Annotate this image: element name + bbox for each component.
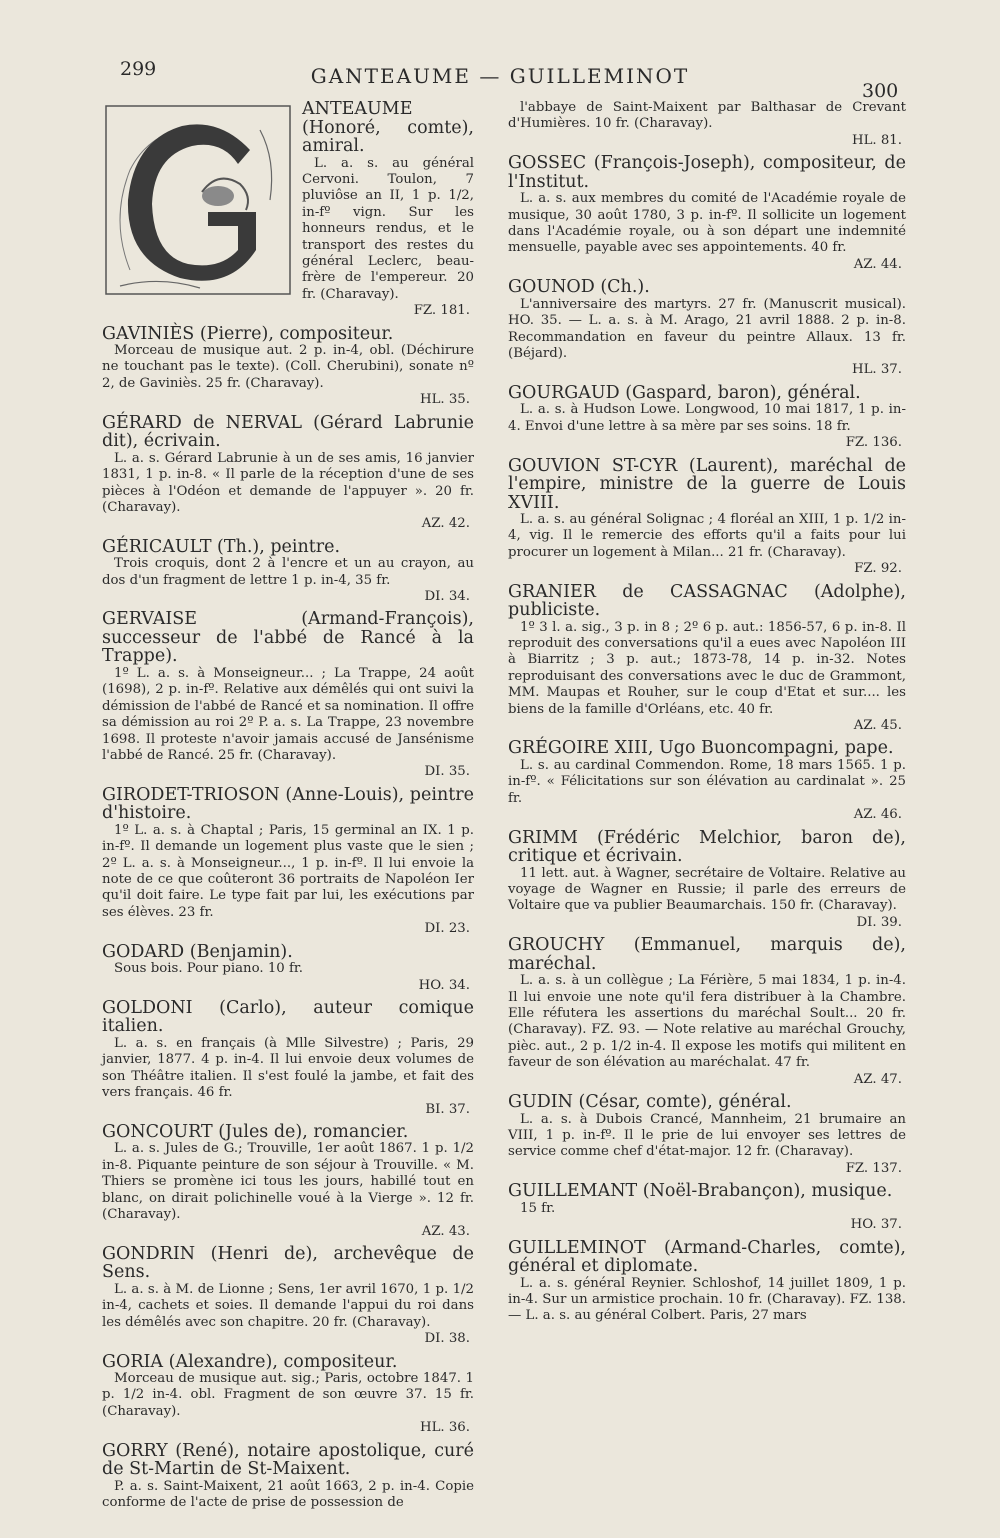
catalog-entry bbox=[508, 829, 906, 932]
entry-heading: GÉRARD de NERVAL (Gérard Labrunie dit), écrivain. bbox=[102, 412, 474, 452]
entry-heading: GOUNOD (Ch.). bbox=[508, 277, 650, 298]
entry-heading: GAVINIÈS (Pierre), compositeur. bbox=[102, 323, 394, 344]
entry-body: L. a. s. général Reynier. Schloshof, 14 juillet 1809, 1 p. in-4. Sur un armistice prochain. 10 fr. (Charavay). FZ. 138. — L. a. s. au général Colbert. Paris, 27 mars bbox=[508, 1275, 906, 1324]
entry-body: 11 lett. aut. à Wagner, secrétaire de Voltaire. Relative au voyage de Wagner en Russie; il parle des erreurs de Voltaire que va publier Beaumarchais. 150 fr. (Charavay). bbox=[508, 865, 906, 914]
entry-reference: HO. 37. bbox=[850, 1217, 902, 1233]
entry-body: L. a. s. à Hudson Lowe. Longwood, 10 mai 1817, 1 p. in-4. Envoi d'une lettre à sa mère par ses soins. 18 fr. bbox=[508, 402, 906, 434]
entry-body: L. a. s. à un collègue ; La Férière, 5 mai 1834, 1 p. in-4. Il lui envoie une note qu'il fera distribuer à la Chambre. Elle réfutera les assertions du maréchal Soult... 20 fr. (Charavay). FZ. 93. — Note relative au maréchal Grouchy, pièc. aut., 2 p. 1/2 in-4. Il expose les motifs qui militent en faveur de son élévation au maréchalat. 47 fr. bbox=[508, 973, 906, 1071]
entry-reference: HL. 36. bbox=[419, 1420, 470, 1436]
running-title: GANTEAUME — GUILLEMINOT bbox=[310, 64, 690, 88]
entry-heading: GRANIER de CASSAGNAC (Adolphe), publiciste. bbox=[508, 581, 906, 621]
catalog-entry bbox=[508, 100, 906, 149]
catalog-entry bbox=[508, 1239, 906, 1325]
entry-reference: DI. 39. bbox=[856, 914, 902, 930]
entry-body: L. a. s. à M. de Lionne ; Sens, 1er avril 1670, 1 p. 1/2 in-4, cachets et soies. Il demande l'appui du roi dans les démêlés avec son chapitre. 20 fr. (Charavay). bbox=[102, 1281, 474, 1330]
entry-reference: AZ. 45. bbox=[853, 718, 902, 734]
page-header bbox=[0, 58, 1000, 102]
entry-heading: GOLDONI (Carlo), auteur comique italien. bbox=[102, 997, 474, 1037]
catalog-entry bbox=[102, 1123, 474, 1240]
entry-heading: GONDRIN (Henri de), archevêque de Sens. bbox=[102, 1243, 474, 1283]
catalog-entry bbox=[102, 999, 474, 1118]
entry-heading: GORRY (René), notaire apostolique, curé de St-Martin de St-Maixent. bbox=[102, 1440, 474, 1480]
entry-reference: DI. 23. bbox=[424, 921, 470, 937]
catalog-entry bbox=[102, 610, 474, 780]
catalog-entry bbox=[508, 739, 906, 823]
entry-reference: AZ. 42. bbox=[421, 516, 470, 532]
entry-heading: GODARD (Benjamin). bbox=[102, 941, 293, 962]
entry-heading: GIRODET-TRIOSON (Anne-Louis), peintre d'histoire. bbox=[102, 784, 474, 824]
entry-body: 1º L. a. s. à Chaptal ; Paris, 15 germinal an IX. 1 p. in-fº. Il demande un logement plus vaste que le sien ; 2º L. a. s. à Monseigneur..., 1 p. in-fº. Il lui envoie la note de ce que coûteront 36 portraits de Napoléon Ier qu'il doit faire. Le type fait par lui, les exécutions par ses élèves. 23 fr. bbox=[102, 822, 474, 920]
entry-heading: GOUVION ST-CYR (Laurent), maréchal de l'empire, ministre de la guerre de Louis XVIII. bbox=[508, 455, 906, 513]
entry-body: L'anniversaire des martyrs. 27 fr. (Manuscrit musical). HO. 35. — L. a. s. à M. Arago, 21 avril 1888. 2 p. in-8. Recommandation en faveur du peintre Allaux. 13 fr. (Béjard). bbox=[508, 296, 906, 361]
ornamental-initial-g-icon bbox=[102, 100, 296, 300]
entry-reference: FZ. 137. bbox=[845, 1160, 902, 1176]
entry-reference: HL. 37. bbox=[851, 362, 902, 378]
entry-body: l'abbaye de Saint-Maixent par Balthasar de Crevant d'Humières. 10 fr. (Charavay). bbox=[508, 100, 906, 132]
entry-heading: ANTEAUME (Honoré, comte), amiral. bbox=[302, 100, 474, 156]
entry-reference: AZ. 44. bbox=[853, 256, 902, 272]
entry-body: Morceau de musique aut. sig.; Paris, octobre 1847. 1 p. 1/2 in-4. obl. Fragment de son œuvre 37. 15 fr. (Charavay). bbox=[102, 1371, 474, 1419]
entry-body: Sous bois. Pour piano. 10 fr. bbox=[114, 961, 304, 977]
entry-heading: GRIMM (Frédéric Melchior, baron de), critique et écrivain. bbox=[508, 827, 906, 867]
catalog-entry bbox=[508, 1093, 906, 1177]
entry-body: L. a. s. Gérard Labrunie à un de ses amis, 16 janvier 1831, 1 p. in-8. « Il parle de la réception d'une de ses pièces à l'Odéon et demande de l'appuyer ». 20 fr. (Charavay). bbox=[102, 450, 474, 515]
entry-body: Trois croquis, dont 2 à l'encre et un au crayon, au dos d'un fragment de lettre 1 p. in-4, 35 fr. bbox=[102, 556, 474, 588]
catalog-entry bbox=[102, 100, 474, 320]
entry-reference: HO. 34. bbox=[418, 977, 470, 993]
catalog-entry bbox=[508, 1182, 906, 1233]
entry-body: L. a. s. en français (à Mlle Silvestre) ; Paris, 29 janvier, 1877. 4 p. in-4. Il lui envoie deux volumes de son Théâtre italien. Il s'est foulé la jambe, et fait des vers français. 46 fr. bbox=[102, 1035, 474, 1101]
catalog-entry bbox=[102, 414, 474, 533]
catalog-entry bbox=[508, 154, 906, 273]
catalog-entry bbox=[102, 943, 474, 994]
entry-reference: FZ. 136. bbox=[845, 435, 902, 451]
entry-reference: DI. 38. bbox=[424, 1331, 470, 1347]
entry-heading: GOURGAUD (Gaspard, baron), général. bbox=[508, 382, 861, 403]
entry-reference: HL. 81. bbox=[851, 132, 902, 148]
right-page-number: 300 bbox=[862, 80, 899, 102]
entry-body: 1º 3 l. a. sig., 3 p. in 8 ; 2º 6 p. aut.: 1856-57, 6 p. in-8. Il reproduit des conversations qu'il a eues avec Napoléon III à Biarritz ; 3 p. aut.; 1873-78, 14 p. in-32. Notes reproduisant des conversations avec le duc de Grammont, MM. Maupas et Rouher, sur le coup d'Etat et sur.... les biens de la famille d'Orléans, etc. 40 fr. bbox=[508, 619, 906, 717]
catalog-entry bbox=[508, 457, 906, 578]
catalog-entry bbox=[508, 583, 906, 735]
catalog-entry bbox=[102, 1353, 474, 1437]
entry-reference: AZ. 47. bbox=[853, 1071, 902, 1087]
entry-heading: GROUCHY (Emmanuel, marquis de), maréchal. bbox=[508, 935, 906, 974]
entry-reference: DI. 34. bbox=[424, 589, 470, 605]
entry-reference: FZ. 181. bbox=[413, 303, 470, 319]
entry-reference: FZ. 92. bbox=[854, 561, 902, 577]
entry-heading: GÉRICAULT (Th.), peintre. bbox=[102, 536, 341, 557]
entry-reference: DI. 35. bbox=[424, 764, 470, 780]
entry-heading: GUDIN (César, comte), général. bbox=[508, 1092, 792, 1113]
entry-heading: GUILLEMINOT (Armand-Charles, comte), général et diplomate. bbox=[508, 1237, 906, 1276]
catalog-entry bbox=[102, 325, 474, 409]
catalog-entry bbox=[102, 1245, 474, 1348]
catalog-entry bbox=[102, 1442, 474, 1512]
entry-heading: GRÉGOIRE XIII, Ugo Buoncompagni, pape. bbox=[508, 738, 894, 759]
entry-heading: GUILLEMANT (Noël-Brabançon), musique. bbox=[508, 1181, 893, 1202]
entry-reference: BI. 37. bbox=[425, 1101, 470, 1117]
entry-body: Morceau de musique aut. 2 p. in-4, obl. (Déchirure ne touchant pas le texte). (Coll. Cherubini), sonate nº 2, de Gaviniès. 25 fr. (Charavay). bbox=[102, 343, 474, 391]
entry-body: L. a. s. au général Solignac ; 4 floréal an XIII, 1 p. 1/2 in-4, vig. Il le remercie des efforts qu'il a faits pour lui procurer un logement à Milan... 21 fr. (Charavay). bbox=[508, 512, 906, 560]
entry-body: L. a. s. Jules de G.; Trouville, 1er août 1867. 1 p. 1/2 in-8. Piquante peinture de son séjour à Trouville. « M. Thiers se promène ici tous les jours, habillé tout en blanc, on dirait polichinelle voué à la Vierge ». 12 fr. (Charavay). bbox=[102, 1141, 474, 1223]
entry-body: L. s. au cardinal Commendon. Rome, 18 mars 1565. 1 p. in-fº. « Félicitations sur son élévation au cardinalat ». 25 fr. bbox=[508, 757, 906, 806]
left-page-number: 299 bbox=[120, 58, 157, 80]
entry-body: L. a. s. aux membres du comité de l'Académie royale de musique, 30 août 1780, 3 p. in-fº. Il sollicite un logement dans l'Académie royale, ou à son départ une indemnité mensuelle, payable avec ses appointements. 40 fr. bbox=[508, 191, 906, 256]
catalog-entry bbox=[102, 786, 474, 938]
entry-heading: GOSSEC (François-Joseph), compositeur, de l'Institut. bbox=[508, 153, 906, 192]
entry-body: P. a. s. Saint-Maixent, 21 août 1663, 2 p. in-4. Copie conforme de l'acte de prise de possession de bbox=[102, 1478, 474, 1511]
entry-reference: HL. 35. bbox=[419, 392, 470, 408]
catalog-entry bbox=[508, 384, 906, 452]
catalog-entry bbox=[102, 538, 474, 606]
right-column bbox=[508, 100, 906, 1330]
entry-heading: GORIA (Alexandre), compositeur. bbox=[102, 1351, 398, 1372]
entry-heading: GONCOURT (Jules de), romancier. bbox=[102, 1121, 409, 1142]
entry-body: 15 fr. bbox=[520, 1200, 556, 1216]
entry-body: L. a. s. à Dubois Crancé, Mannheim, 21 brumaire an VIII, 1 p. in-fº. Il le prie de lui envoyer ses lettres de service comme chef d'état-major. 12 fr. (Charavay). bbox=[508, 1111, 906, 1160]
catalog-entry bbox=[508, 936, 906, 1088]
left-column bbox=[102, 100, 474, 1516]
catalog-entry bbox=[508, 278, 906, 379]
entry-body: 1º L. a. s. à Monseigneur... ; La Trappe, 24 août (1698), 2 p. in-fº. Relative aux démêlés qui ont suivi la démission de l'abbé de Rancé et sa nomination. Il offre sa démission au roi 2º P. a. s. La Trappe, 23 novembre 1698. Il proteste n'avoir jamais accusé de Jansénisme l'abbé de Rancé. 25 fr. (Charavay). bbox=[102, 665, 474, 763]
entry-heading: GERVAISE (Armand-François), successeur de l'abbé de Rancé à la Trappe). bbox=[102, 609, 474, 667]
entry-body: L. a. s. au général Cervoni. Toulon, 7 pluviôse an II, 1 p. 1/2, in-fº vign. Sur les honneurs rendus, et le transport des restes du général Leclerc, beau-frère de l'empereur. 20 fr. (Charavay). bbox=[302, 155, 474, 302]
entry-reference: AZ. 46. bbox=[853, 807, 902, 823]
entry-reference: AZ. 43. bbox=[421, 1223, 470, 1239]
